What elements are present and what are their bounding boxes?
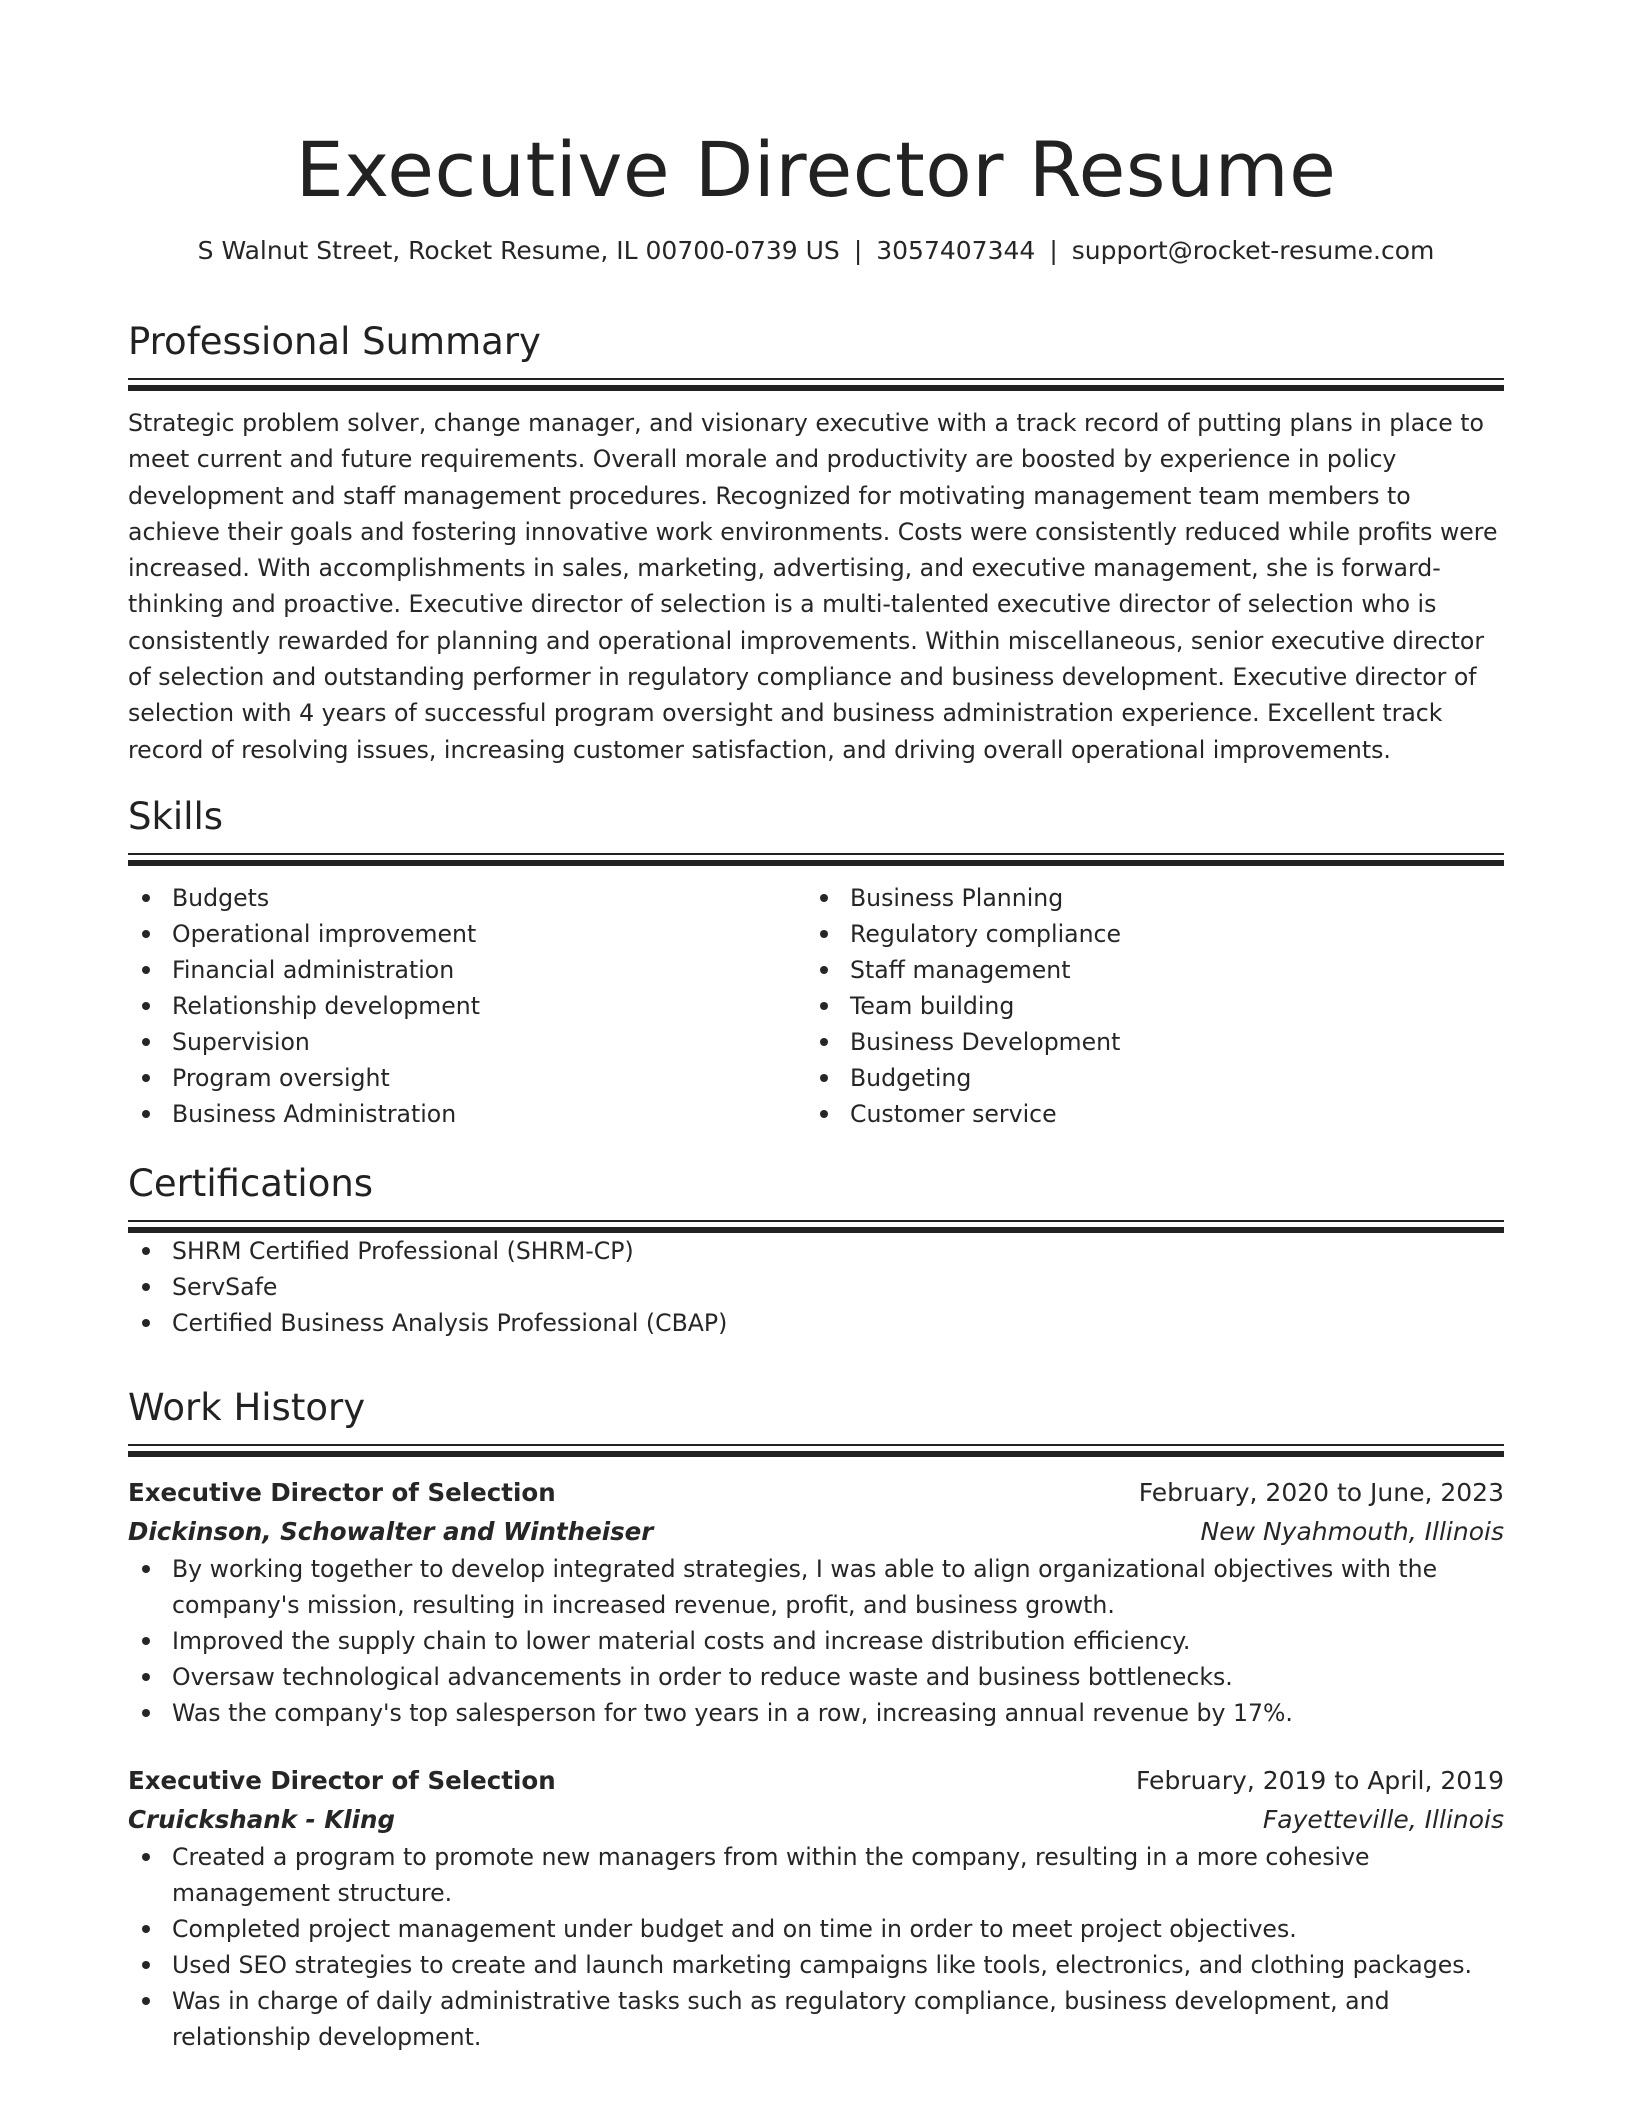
job-title: Executive Director of Selection <box>128 1766 556 1795</box>
skills-columns <box>128 880 1504 1132</box>
contact-address: S Walnut Street, Rocket Resume, IL 00700-0739 US <box>197 236 840 265</box>
skills-list-right <box>806 880 1484 1132</box>
job-bullets <box>128 1839 1504 2055</box>
resume-title: Executive Director Resume <box>295 125 1337 214</box>
job-location: New Nyahmouth, Illinois <box>1200 1517 1504 1546</box>
skill-item: Customer service <box>806 1096 1484 1132</box>
job-header-row <box>128 1761 1504 1801</box>
skill-item: Staff management <box>806 952 1484 988</box>
job-title: Executive Director of Selection <box>128 1478 556 1507</box>
job-company: Cruickshank - Kling <box>128 1805 395 1834</box>
job-entry <box>128 1761 1504 2055</box>
job-dates: February, 2019 to April, 2019 <box>1136 1766 1504 1795</box>
skill-item: Program oversight <box>128 1060 806 1096</box>
certification-item: ServSafe <box>128 1269 1504 1305</box>
skill-item: Budgets <box>128 880 806 916</box>
job-bullet: Improved the supply chain to lower material costs and increase distribution efficiency. <box>128 1623 1504 1659</box>
work-history-section <box>128 1384 1504 2055</box>
section-divider <box>128 1444 1504 1457</box>
job-bullet: Was in charge of daily administrative tasks such as regulatory compliance, business development, and relationship development. <box>128 1983 1504 2055</box>
certification-item: Certified Business Analysis Professional (CBAP) <box>128 1305 1504 1341</box>
skill-item: Operational improvement <box>128 916 806 952</box>
skill-item: Business Planning <box>806 880 1484 916</box>
resume-page <box>128 0 1504 2051</box>
section-divider <box>128 378 1504 391</box>
certifications-list <box>128 1233 1504 1341</box>
certifications-section <box>128 1160 1504 1341</box>
skills-list-left <box>128 880 806 1132</box>
job-company-row <box>128 1801 1504 1839</box>
section-divider <box>128 853 1504 866</box>
contact-line <box>128 234 1504 268</box>
section-divider <box>128 1220 1504 1233</box>
contact-separator: | <box>853 236 863 265</box>
skill-item: Regulatory compliance <box>806 916 1484 952</box>
summary-section <box>128 318 1504 768</box>
skill-item: Supervision <box>128 1024 806 1060</box>
summary-text: Strategic problem solver, change manager, and visionary executive with a track record of putting plans in place to meet current and future requirements. Overall morale and productivity are boosted by experience in policy development and staff management procedures. Recognized for motivating management team members to achieve their goals and fostering innovative work environments. Costs were consistently reduced while profits were increased. With accomplishments in sales, marketing, advertising, and executive management, she is forward-thinking and proactive. Executive director of selection is a multi-talented executive director of selection who is consistently rewarded for planning and operational improvements. Within miscellaneous, senior executive director of selection and outstanding performer in regulatory compliance and business development. Executive director of selection with 4 years of successful program oversight and business administration experience. Excellent track record of resolving issues, increasing customer satisfaction, and driving overall operational improvements. <box>128 409 1498 764</box>
job-company-row <box>128 1513 1504 1551</box>
skills-heading: Skills <box>128 795 224 838</box>
contact-phone: 3057407344 <box>876 236 1036 265</box>
work-history-heading: Work History <box>128 1386 366 1429</box>
job-bullet: Oversaw technological advancements in order to reduce waste and business bottlenecks. <box>128 1659 1504 1695</box>
job-bullet: Created a program to promote new managers from within the company, resulting in a more cohesive management structure. <box>128 1839 1504 1911</box>
skill-item: Business Development <box>806 1024 1484 1060</box>
job-bullet: Was the company's top salesperson for two years in a row, increasing annual revenue by 17%. <box>128 1695 1504 1731</box>
contact-email: support@rocket-resume.com <box>1071 236 1435 265</box>
job-header-row <box>128 1473 1504 1513</box>
skill-item: Financial administration <box>128 952 806 988</box>
job-company: Dickinson, Schowalter and Wintheiser <box>128 1517 654 1546</box>
summary-heading: Professional Summary <box>128 320 541 363</box>
job-bullet: Completed project management under budget and on time in order to meet project objectives. <box>128 1911 1504 1947</box>
skill-item: Budgeting <box>806 1060 1484 1096</box>
job-entry <box>128 1473 1504 1731</box>
job-location: Fayetteville, Illinois <box>1262 1805 1504 1834</box>
job-bullets <box>128 1551 1504 1731</box>
certification-item: SHRM Certified Professional (SHRM-CP) <box>128 1233 1504 1269</box>
skill-item: Team building <box>806 988 1484 1024</box>
job-bullet: Used SEO strategies to create and launch marketing campaigns like tools, electronics, and clothing packages. <box>128 1947 1504 1983</box>
skill-item: Business Administration <box>128 1096 806 1132</box>
skill-item: Relationship development <box>128 988 806 1024</box>
job-bullet: By working together to develop integrated strategies, I was able to align organizational objectives with the company's mission, resulting in increased revenue, profit, and business growth. <box>128 1551 1504 1623</box>
job-dates: February, 2020 to June, 2023 <box>1138 1478 1504 1507</box>
skills-section <box>128 793 1504 1132</box>
certifications-heading: Certifications <box>128 1162 374 1205</box>
contact-separator: | <box>1049 236 1058 265</box>
